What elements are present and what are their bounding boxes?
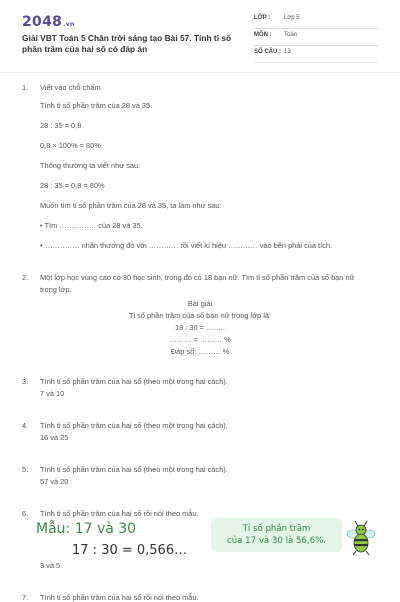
document-title: Giải VBT Toán 5 Chân trời sáng tạo Bài 57. Tính tỉ số phần trăm của hai số có đáp án [22,33,232,54]
brand-logo[interactable] [22,14,75,30]
brand-suffix: .vn [63,21,75,28]
question-number: 5. [22,465,29,474]
text-line: 28 : 35 = 0,8 = 80% [40,181,105,190]
text-line: 28 : 35 = 0,8 [40,121,82,130]
bubble-line: Tỉ số phần trăm [242,524,311,534]
solution-line: 18 : 30 = …….. [175,323,225,332]
example-label: Mẫu: 17 và 30 [36,521,137,537]
number-pair: 3 và 5 [40,561,61,570]
meta-subject [254,29,378,46]
text-line: 0,8 × 100% = 80% [40,141,101,150]
meta-class [254,12,378,29]
number-pair: 16 và 25 [40,433,69,442]
text-line: Muốn tìm tỉ số phần trăm của 28 và 35, ta làm như sau: [40,201,222,210]
question-text: Tính tỉ số phần trăm của hai số rồi nói theo mẫu. [40,593,199,602]
bee-icon [344,520,378,556]
solution-heading: Bài giải [187,299,213,308]
page-header [0,0,400,72]
question-text: Tính tỉ số phần trăm của hai số rồi nói theo mẫu. [40,509,199,518]
solution-line: ……… = ……… % [169,335,231,344]
question-number: 2. [22,273,29,282]
fill-blank-line: •…………… nhân thương đó với ………… rồi viết kí hiệu ………… vào bên phải của tích. [40,241,333,250]
question-text: Viết vào chỗ chấm [40,83,101,92]
question-text: Một lớp học vùng cao có 30 học sinh, trong đó có 18 bạn nữ. Tìm tỉ số phần trăm của số bạn nữ [40,273,355,282]
header-divider [0,72,400,73]
example-equation: 17 : 30 = 0,566… [72,543,188,558]
question-number: 4. [22,421,29,430]
question-number: 3. [22,377,29,386]
meta-count-key: SỐ CÂU : [254,49,281,55]
question-number: 7. [22,593,29,602]
solution-line: Tỉ số phần trăm của số bạn nữ trong lớp là: [128,311,272,320]
question-number: 6. [22,509,29,518]
meta-subject-key: MÔN : [254,32,272,38]
question-text: trong lớp. [40,285,72,294]
question-text: Tính tỉ số phần trăm của hai số (theo một trong hai cách). [40,465,228,474]
text-line: Thông thường ta viết như sau: [40,161,141,170]
bubble-line: của 17 và 30 là 56,6%. [226,536,326,546]
solution-answer: Đáp số: ……… % [170,347,230,356]
meta-count-value: 13 [284,49,291,55]
number-pair: 7 và 10 [40,389,65,398]
brand-name: 2048 [22,14,63,30]
speech-bubble [211,518,342,552]
fill-blank-line: • Tìm …………… của 28 và 35. [40,221,143,230]
meta-subject-value: Toán [284,32,298,38]
meta-question-count [254,46,378,63]
question-number: 1. [22,83,29,92]
meta-class-value: Lớp 5 [284,15,300,21]
number-pair: 57 và 20 [40,477,69,486]
question-text: Tính tỉ số phần trăm của hai số (theo một trong hai cách). [40,377,228,386]
meta-class-key: LỚP : [254,15,271,21]
question-text: Tính tỉ số phần trăm của hai số (theo một trong hai cách). [40,421,228,430]
text-line: Tính tỉ số phần trăm của 28 và 35. [40,101,153,110]
